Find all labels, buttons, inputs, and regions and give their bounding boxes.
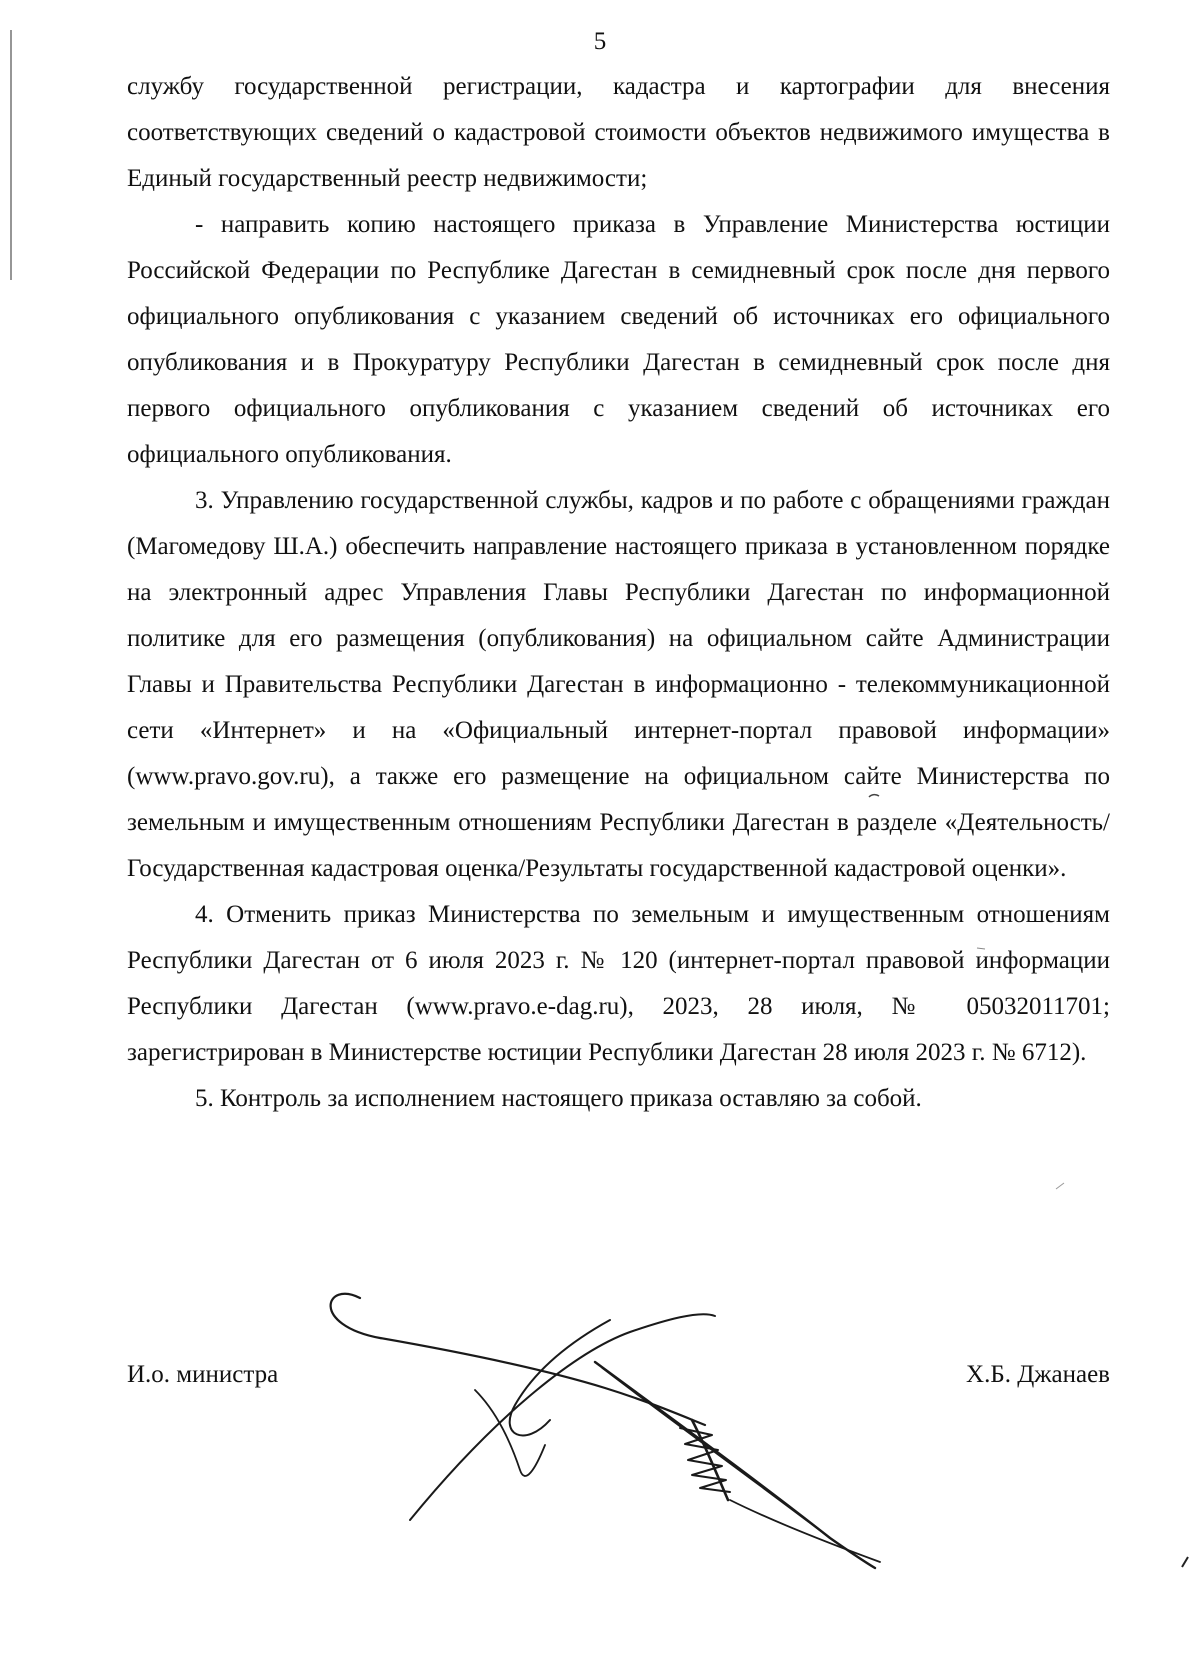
scan-mark [1180, 1555, 1190, 1569]
scan-edge-line [10, 30, 12, 280]
paragraph-copy-direction: - направить копию настоящего приказа в Управление Министерства юстиции Российской Федерации по Республике Дагестан в семидневный срок после дня первого официального опубликования с указанием сведений об источниках его официального опубликования и в Прокуратуру Республики Дагестан в семидневный срок после дня первого официального опубликования с указанием сведений об источниках его официального опубликования. [127, 211, 1110, 468]
paragraph-item-4: 4. Отменить приказ Министерства по земельным и имущественным отношениям Республики Дагестан от 6 июля 2023 г. № 120 (интернет-портал правовой информации Республики Дагестан (www.pravo.e-dag.ru), 2023, 28 июля, № 05032011701; зарегистрирован в Министерстве юстиции Республики Дагестан 28 июля 2023 г. № 6712). [127, 901, 1110, 1066]
paragraph-item-5: 5. Контроль за исполнением настоящего приказа оставляю за собой. [195, 1085, 922, 1112]
document-body [127, 64, 1110, 1122]
signatory-name: Х.Б. Джанаев [966, 1361, 1110, 1388]
handwritten-signature [320, 1270, 960, 1570]
scan-mark [976, 945, 986, 951]
scan-mark [868, 792, 880, 800]
paragraph-item-3: 3. Управлению государственной службы, кадров и по работе с обращениями граждан (Магомедову Ш.А.) обеспечить направление настоящего приказа в установленном порядке на электронный адрес Управления Главы Республики Дагестан по информационной политике для его размещения (опубликования) на официальном сайте Администрации Главы и Правительства Республики Дагестан в информационно - телекоммуникационной сети «Интернет» и на «Официальный интернет-портал правовой информации» (www.pravo.gov.ru), а также его размещение на официальном сайте Министерства по земельным и имущественным отношениям Республики Дагестан в разделе «Деятельность/Государственная кадастровая оценка/Результаты государственной кадастровой оценки». [127, 487, 1110, 882]
signatory-title: И.о. министра [127, 1361, 279, 1388]
page-number: 5 [593, 28, 607, 55]
scan-mark [1055, 1182, 1065, 1190]
paragraph-continuation: службу государственной регистрации, кадастра и картографии для внесения соответствующих сведений о кадастровой стоимости объектов недвижимого имущества в Единый государственный реестр недвижимости; [127, 73, 1110, 192]
